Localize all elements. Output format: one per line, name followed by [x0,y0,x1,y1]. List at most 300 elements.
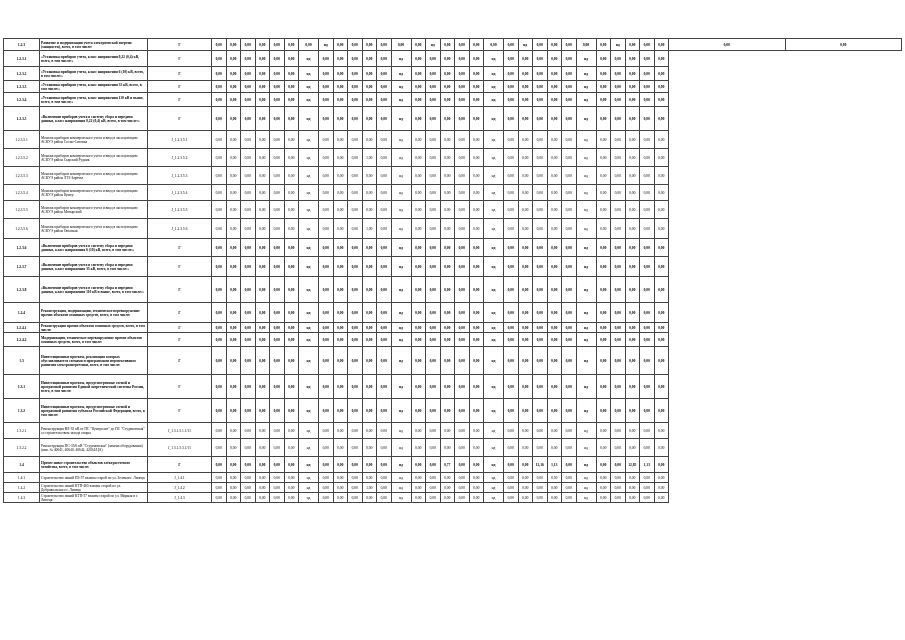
value-cell: 0,00 [226,333,241,347]
no-data-cell: нд [576,483,596,493]
value-cell: 0,00 [411,277,426,303]
value-cell: 0,00 [284,483,299,493]
value-cell: 0,00 [518,347,533,375]
row-identifier: Г [148,375,212,399]
value-cell: 0,00 [377,399,392,423]
value-cell: 0,00 [596,439,611,457]
row-name: Строительство линий КТП-465 взамен старой по ул. Добровольского г. Липецк [40,483,148,493]
value-cell: 0,00 [411,239,426,257]
row-name: «Установка приборов учета, класс напряжения 0,22 (0,4) кВ, всего, в том числе:» [40,51,148,67]
value-cell: 0,00 [504,257,519,277]
value-cell: 0,00 [625,439,640,457]
no-data-cell: нд [391,323,411,333]
row-name: «Включение приборов учета в систему сбора и передачи данных, класс напряжения 0,22 (0,4) кВ, всего, в том числе:» [40,107,148,131]
no-data-cell: нд [576,67,596,81]
table-row [4,473,902,483]
value-cell: 0,00 [348,303,363,323]
value-cell: 0,00 [270,201,285,219]
value-cell: 0,00 [319,257,334,277]
value-cell: 0,00 [319,493,334,503]
no-data-cell: нд [299,493,319,503]
value-cell: 0,00 [426,51,441,67]
value-cell: 0,00 [518,399,533,423]
value-cell: 0,00 [562,323,577,333]
value-cell: 0,00 [333,399,348,423]
no-data-cell: нд [391,51,411,67]
row-code: 1.2.3.1 [4,51,40,67]
value-cell: 0,00 [469,493,484,503]
value-cell: 0,00 [241,51,256,67]
value-cell: 0,00 [362,239,377,257]
value-cell: 0,00 [226,493,241,503]
value-cell: 0,00 [504,149,519,167]
no-data-cell: нд [391,483,411,493]
value-cell: 0,00 [411,375,426,399]
value-cell: 0,00 [241,257,256,277]
value-cell: 0,00 [469,93,484,107]
value-cell: 1,00 [362,149,377,167]
row-name: Монтаж приборов коммерческого учета и ввод в эксплуатацию АСКУЭ район Центр [40,185,148,201]
value-cell: 0,00 [284,93,299,107]
value-cell: 0,00 [333,185,348,201]
value-cell: 0,00 [284,81,299,93]
value-cell: 0,00 [640,81,655,93]
value-cell: 0,00 [411,149,426,167]
value-cell: 0,00 [348,375,363,399]
no-data-cell: 0,00 [484,39,504,51]
row-identifier: J_1.4.3 [148,493,212,503]
value-cell: 0,00 [562,185,577,201]
value-cell: 0,00 [226,219,241,239]
value-cell: 0,00 [518,149,533,167]
value-cell: 0,00 [640,333,655,347]
table-row [4,107,902,131]
value-cell: 0,00 [640,277,655,303]
value-cell: 0,00 [270,423,285,439]
value-cell: 0,00 [455,399,470,423]
table-row [4,67,902,81]
value-cell: 0,00 [640,483,655,493]
value-cell: 0,00 [426,93,441,107]
value-cell: 0,00 [640,131,655,149]
value-cell: 0,00 [226,81,241,93]
value-cell: 0,00 [654,399,669,423]
value-cell: 0,00 [469,483,484,493]
value-cell: 0,00 [640,167,655,185]
row-code: 1.2.3.5.3 [4,167,40,185]
value-cell: 0,00 [440,347,455,375]
value-cell: 0,00 [255,149,270,167]
value-cell: 0,00 [348,439,363,457]
value-cell: 0,00 [654,257,669,277]
value-cell: 0,00 [547,333,562,347]
value-cell: 0,00 [654,473,669,483]
row-identifier: Г [148,257,212,277]
no-data-cell: нд [299,67,319,81]
no-data-cell: нд [299,93,319,107]
value-cell: 0,00 [654,439,669,457]
row-name: «Установка приборов учета, класс напряжения 6 (10) кВ, всего, в том числе:» [40,67,148,81]
value-cell: 0,00 [625,149,640,167]
table-row [4,201,902,219]
value-cell: 0,00 [504,375,519,399]
value-cell: 0,00 [284,333,299,347]
value-cell: 0,00 [226,93,241,107]
value-cell: 0,00 [455,185,470,201]
value-cell: 0,00 [596,375,611,399]
row-identifier: J_1.2.3.5.1 [148,131,212,149]
value-cell: 0,00 [319,347,334,375]
no-data-cell: нд [484,67,504,81]
no-data-cell: нд [484,473,504,483]
value-cell: 0,00 [362,201,377,219]
no-data-cell: нд [391,239,411,257]
value-cell: 0,00 [611,219,626,239]
value-cell: 0,00 [547,375,562,399]
value-cell: 0,00 [533,483,548,493]
value-cell: нд [611,39,626,51]
row-code: 1.2.3.2 [4,67,40,81]
value-cell: 0,00 [469,67,484,81]
value-cell: 0,00 [562,239,577,257]
no-data-cell: нд [299,303,319,323]
value-cell: 0,00 [319,423,334,439]
value-cell: 0,00 [270,67,285,81]
value-cell: 0,00 [348,39,363,51]
value-cell: 0,00 [284,399,299,423]
value-cell: 0,00 [547,493,562,503]
no-data-cell: нд [391,423,411,439]
value-cell: 0,00 [226,185,241,201]
value-cell: 0,00 [348,347,363,375]
value-cell: 0,00 [241,439,256,457]
value-cell: 0,00 [533,39,548,51]
value-cell: 0,00 [377,93,392,107]
value-cell: 0,00 [562,167,577,185]
row-code: 1.3.2.1 [4,423,40,439]
value-cell: 0,00 [212,439,227,457]
value-cell: 0,00 [654,201,669,219]
value-cell: 0,00 [640,493,655,503]
no-data-cell: нд [576,303,596,323]
value-cell: 0,00 [411,347,426,375]
value-cell: 0,00 [241,201,256,219]
value-cell: 0,00 [440,67,455,81]
value-cell: 0,00 [547,347,562,375]
value-cell: 0,00 [654,277,669,303]
value-cell: 0,00 [440,303,455,323]
value-cell: 0,00 [319,149,334,167]
value-cell: 0,00 [333,107,348,131]
value-cell: 0,00 [469,303,484,323]
row-identifier: J_1.2.3.5.2 [148,149,212,167]
value-cell: 0,00 [547,81,562,93]
value-cell: 0,00 [319,167,334,185]
value-cell: 0,00 [625,39,640,51]
value-cell: 0,00 [455,201,470,219]
table-row [4,423,902,439]
no-data-cell: нд [484,439,504,457]
value-cell: 0,00 [640,347,655,375]
value-cell: 0,00 [426,131,441,149]
value-cell: 0,00 [785,39,902,51]
value-cell: 0,00 [562,39,577,51]
no-data-cell: нд [484,399,504,423]
value-cell: 0,00 [562,483,577,493]
value-cell: 0,00 [284,423,299,439]
value-cell: 0,00 [547,219,562,239]
value-cell: 0,00 [518,67,533,81]
no-data-cell: нд [391,457,411,473]
value-cell: 0,00 [362,457,377,473]
value-cell: 0,00 [547,107,562,131]
value-cell: 0,00 [640,323,655,333]
value-cell: 0,00 [504,167,519,185]
value-cell: 12,85 [625,457,640,473]
value-cell: 0,00 [319,131,334,149]
value-cell: 0,00 [333,473,348,483]
value-cell: 0,00 [504,239,519,257]
value-cell: 0,00 [362,333,377,347]
value-cell: 0,00 [533,81,548,93]
no-data-cell: нд [484,303,504,323]
value-cell: 0,00 [226,473,241,483]
no-data-cell: нд [576,473,596,483]
value-cell: 0,00 [654,149,669,167]
value-cell: 0,00 [611,399,626,423]
value-cell: 0,00 [284,201,299,219]
value-cell: 0,00 [226,39,241,51]
table-row [4,303,902,323]
value-cell: 0,00 [518,81,533,93]
value-cell: 0,00 [596,303,611,323]
value-cell: 0,00 [319,439,334,457]
value-cell: 0,00 [611,67,626,81]
value-cell: 0,00 [455,51,470,67]
value-cell: 0,00 [440,277,455,303]
value-cell: 0,00 [241,277,256,303]
value-cell: 0,00 [241,323,256,333]
table-body [4,39,902,503]
value-cell: 0,00 [518,375,533,399]
value-cell: 0,00 [212,323,227,333]
row-identifier: Г [148,67,212,81]
value-cell: 0,00 [455,483,470,493]
value-cell: 0,00 [654,51,669,67]
row-name: Реконструкция прочих объектов основных средств, всего, в том числе: [40,323,148,333]
value-cell: 0,00 [212,483,227,493]
value-cell: 0,00 [377,67,392,81]
value-cell: 0,00 [533,423,548,439]
no-data-cell: нд [484,51,504,67]
row-name: «Включение приборов учета в систему сбора и передачи данных, класс напряжения 110 кВ и выше, всего, в том числе:» [40,277,148,303]
value-cell: 0,00 [362,185,377,201]
no-data-cell: нд [576,93,596,107]
value-cell: 0,00 [654,333,669,347]
value-cell: 0,00 [348,107,363,131]
value-cell: 0,00 [348,483,363,493]
value-cell: 0,00 [255,51,270,67]
no-data-cell: нд [391,67,411,81]
value-cell: 0,00 [226,423,241,439]
no-data-cell: нд [299,201,319,219]
value-cell: 0,00 [547,439,562,457]
no-data-cell: нд [391,399,411,423]
value-cell: 0,00 [319,333,334,347]
value-cell: 0,00 [596,201,611,219]
table-row [4,333,902,347]
value-cell: 0,00 [518,303,533,323]
value-cell: 0,00 [625,483,640,493]
value-cell: 0,00 [226,439,241,457]
value-cell: 0,00 [377,333,392,347]
value-cell: 0,00 [426,277,441,303]
value-cell: 0,00 [440,201,455,219]
value-cell: 0,00 [226,167,241,185]
value-cell: 0,00 [455,167,470,185]
value-cell: 0,00 [518,51,533,67]
value-cell: 0,00 [640,423,655,439]
value-cell: 0,00 [504,483,519,493]
no-data-cell: нд [391,277,411,303]
table-row [4,323,902,333]
value-cell: 0,00 [469,107,484,131]
value-cell: 0,00 [596,81,611,93]
value-cell: 0,00 [562,81,577,93]
value-cell: 0,00 [348,131,363,149]
value-cell: 0,00 [596,347,611,375]
value-cell: 0,00 [562,201,577,219]
no-data-cell: нд [391,439,411,457]
value-cell: 0,00 [596,239,611,257]
value-cell: 0,00 [426,219,441,239]
value-cell: 0,00 [348,93,363,107]
value-cell: нд [426,39,441,51]
value-cell: 0,00 [333,333,348,347]
value-cell: 0,00 [596,39,611,51]
no-data-cell: нд [576,219,596,239]
value-cell: 0,00 [255,239,270,257]
value-cell: 0,00 [255,67,270,81]
no-data-cell: нд [299,167,319,185]
value-cell: 0,00 [504,81,519,93]
no-data-cell: нд [576,457,596,473]
value-cell: 0,00 [255,131,270,149]
value-cell: 0,00 [469,277,484,303]
value-cell: 1,13 [547,457,562,473]
value-cell: 0,00 [654,347,669,375]
value-cell: 0,00 [562,277,577,303]
value-cell: 0,00 [411,219,426,239]
value-cell: 0,00 [333,219,348,239]
value-cell: 0,00 [547,167,562,185]
value-cell: 0,00 [469,219,484,239]
value-cell: 0,00 [547,131,562,149]
no-data-cell: нд [576,51,596,67]
value-cell: 0,00 [241,167,256,185]
value-cell: 0,00 [654,375,669,399]
row-code: 1.2.4 [4,303,40,323]
value-cell: 0,00 [654,239,669,257]
value-cell: 0,00 [333,51,348,67]
value-cell: 0,00 [455,493,470,503]
value-cell: 0,00 [348,399,363,423]
value-cell: 0,00 [640,51,655,67]
value-cell: 0,00 [270,93,285,107]
value-cell: 0,00 [255,93,270,107]
table-row [4,167,902,185]
value-cell: 0,00 [426,303,441,323]
value-cell: 0,00 [319,483,334,493]
value-cell: 0,00 [348,277,363,303]
value-cell: 0,00 [212,93,227,107]
value-cell: 0,00 [212,219,227,239]
value-cell: 0,00 [348,257,363,277]
value-cell: 0,00 [611,107,626,131]
value-cell: 0,00 [469,201,484,219]
value-cell: 0,00 [212,131,227,149]
value-cell: 0,00 [284,107,299,131]
value-cell: 0,00 [547,257,562,277]
value-cell: 0,00 [255,399,270,423]
row-identifier: J_1.2.3.5.3 [148,167,212,185]
row-identifier: J_1.3.1.5.1.1/11 [148,423,212,439]
row-identifier: J_1.4.1 [148,473,212,483]
value-cell: 0,00 [562,131,577,149]
value-cell: 0,00 [284,473,299,483]
row-code: 1.2.4.2 [4,333,40,347]
value-cell: 0,00 [270,277,285,303]
value-cell: 0,00 [362,131,377,149]
no-data-cell: нд [299,219,319,239]
value-cell: 0,00 [469,473,484,483]
value-cell: 0,00 [469,347,484,375]
value-cell: 0,00 [212,239,227,257]
value-cell: 0,00 [611,239,626,257]
value-cell: 0,00 [611,323,626,333]
no-data-cell: нд [576,347,596,375]
no-data-cell: нд [391,149,411,167]
value-cell: 0,00 [319,457,334,473]
value-cell: 0,00 [455,219,470,239]
value-cell: 0,00 [362,93,377,107]
value-cell: 0,00 [611,439,626,457]
value-cell: 0,00 [469,167,484,185]
table-row [4,185,902,201]
value-cell: 0,00 [562,333,577,347]
value-cell: 0,00 [362,107,377,131]
row-name: «Установка приборов учета, класс напряжения 35 кВ, всего, в том числе:» [40,81,148,93]
value-cell: 0,00 [348,493,363,503]
value-cell: 0,00 [212,81,227,93]
value-cell: 0,00 [469,399,484,423]
value-cell: 0,00 [348,457,363,473]
value-cell: 0,00 [377,457,392,473]
table-row [4,51,902,67]
value-cell: 0,00 [348,51,363,67]
value-cell: 0,00 [333,167,348,185]
value-cell: 0,00 [270,185,285,201]
value-cell: 0,00 [469,131,484,149]
value-cell: 0,00 [377,439,392,457]
value-cell: 0,00 [255,277,270,303]
no-data-cell: нд [391,333,411,347]
row-code: 1.4.1 [4,473,40,483]
value-cell: 0,00 [255,375,270,399]
value-cell: 0,00 [625,347,640,375]
value-cell: 0,00 [611,51,626,67]
value-cell: 0,00 [562,67,577,81]
